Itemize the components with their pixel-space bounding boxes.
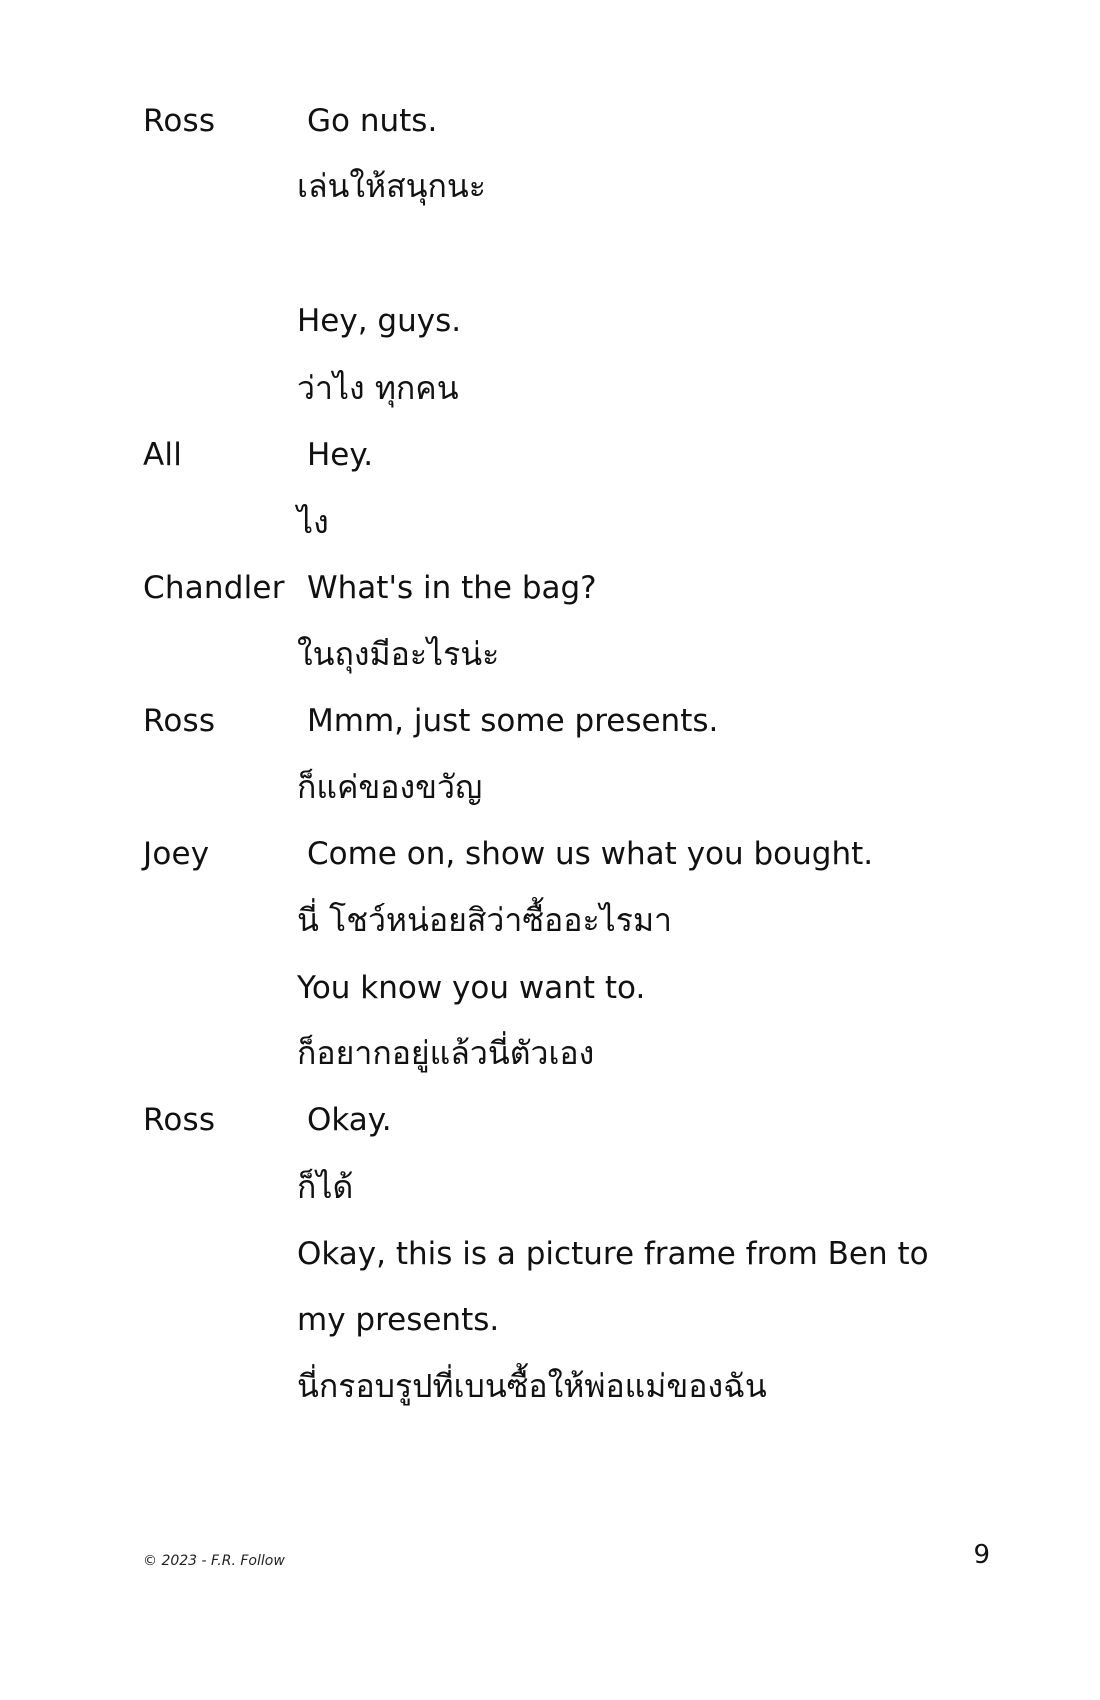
thai-translation: ไง [297,503,329,541]
english-line: What's in the bag? [307,570,597,606]
english-line: You know you want to. [297,970,646,1006]
thai-translation: เล่นให้สนุกนะ [297,167,486,205]
speaker-name: Joey [143,836,210,872]
english-line: Come on, show us what you bought. [307,836,874,872]
english-line: Go nuts. [307,103,438,139]
english-line: Okay. [307,1102,392,1138]
english-line: Hey, guys. [297,303,462,339]
english-line: Okay, this is a picture frame from Ben to [297,1236,929,1272]
thai-translation: นี่กรอบรูปที่เบนซื้อให้พ่อแม่ของฉัน [297,1367,767,1405]
thai-translation: นี่ โชว์หน่อยสิว่าซื้ออะไรมา [297,901,673,939]
english-line: Mmm, just some presents. [307,703,719,739]
english-line: Hey. [307,437,374,473]
thai-translation: ในถุงมีอะไรน่ะ [297,635,500,673]
thai-translation: ก็ได้ [297,1168,354,1206]
speaker-name: Chandler [143,570,285,606]
english-line: my presents. [297,1302,500,1338]
page-number: 9 [973,1540,990,1570]
speaker-name: Ross [143,703,216,739]
thai-translation: ก็อยากอยู่แล้วนี่ตัวเอง [297,1034,595,1072]
thai-translation: ว่าไง ทุกคน [297,369,459,407]
speaker-name: All [143,437,183,473]
speaker-name: Ross [143,1102,216,1138]
copyright-notice: © 2023 - F.R. Follow [143,1553,285,1569]
speaker-name: Ross [143,103,216,139]
thai-translation: ก็แค่ของขวัญ [297,768,483,806]
